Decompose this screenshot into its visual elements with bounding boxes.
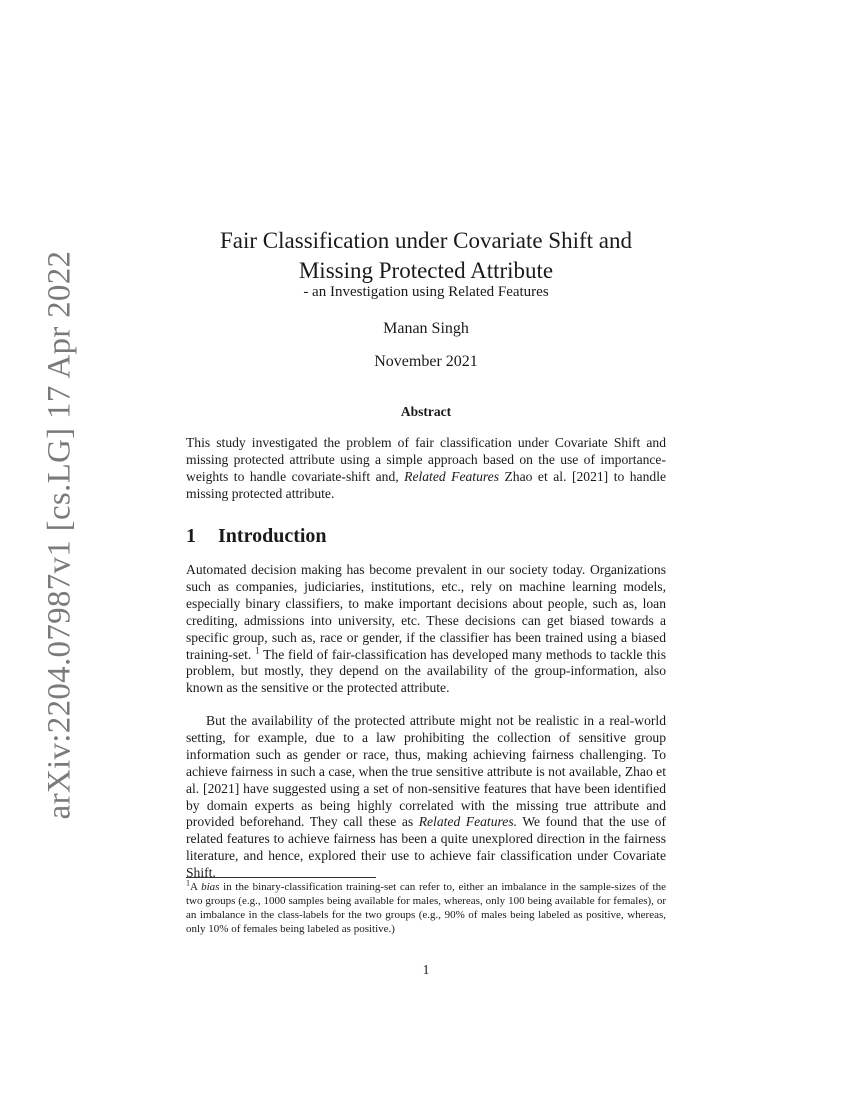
footnote-mark: 1 (186, 878, 190, 888)
page-number: 1 (422, 962, 430, 977)
footnote-italic-term: bias (201, 881, 220, 893)
intro-paragraph-2 (186, 713, 666, 882)
author-name: Manan Singh (383, 320, 469, 337)
arxiv-identifier-stamp: arXiv:2204.07987v1 [cs.LG] 17 Apr 2022 (41, 250, 78, 820)
paper-title (126, 226, 726, 286)
abstract-heading: Abstract (400, 404, 452, 419)
section-heading (186, 525, 327, 548)
paragraph-2-italic-term: Related Features. (418, 814, 518, 830)
paper-subtitle: - an Investigation using Related Features (303, 284, 549, 300)
abstract-italic-term: Related Features (404, 469, 499, 484)
section-number: 1 (186, 525, 196, 547)
section-title: Introduction (218, 525, 327, 547)
title-line-2: Missing Protected Attribute (298, 258, 554, 283)
abstract-body (186, 434, 666, 502)
footnote-text-start: A (190, 881, 202, 893)
title-line-1: Fair Classification under Covariate Shift and (220, 228, 632, 253)
paragraph-1-text-end: The field of fair-classification has developed many methods to tackle this problem, but mostly, they depend on the availability of the group-information, also known as the sensitive or the protected attribute. (186, 646, 666, 696)
abstract-text-start: This study investigated the problem of fair classification under Covariate Shift and missing protected attribute using a simple approach based on the use of importance-weights to handle covariate-shift and, (186, 435, 666, 484)
paragraph-1-text-start: Automated decision making has become prevalent in our society today. Organizations such as companies, judiciaries, institutions, etc., rely on machine learning models, especially binary classifiers, to make important decisions about people, such as, loan crediting, admissions into university, etc. These decisions can get biased towards a specific group, such as, race or gender, if the classifier has been trained using a biased training-set. (186, 562, 666, 662)
footnote (186, 880, 666, 936)
footnote-divider (186, 877, 376, 878)
paragraph-2-text-end: We found that the use of related features to achieve fairness has been a quite unexplored direction in the fairness literature, and hence, explored their use to achieve fair classification under Covariate Shift. (186, 814, 666, 881)
paper-date: November 2021 (374, 353, 478, 370)
abstract-text-end: Zhao et al. [2021] to handle missing protected attribute. (186, 469, 666, 501)
paragraph-2-text-start: But the availability of the protected attribute might not be realistic in a real-world setting, for example, due to a law prohibiting the collection of sensitive group information such as gender or race, thus, making achieving fairness challenging. To achieve fairness in such a case, when the true sensitive attribute is not available, Zhao et al. [2021] have suggested using a set of non-sensitive features that have been identified by domain experts as being highly correlated with the missing true attribute and provided beforehand. They call these as (186, 713, 666, 830)
footnote-text-rest: in the binary-classification training-set can refer to, either an imbalance in the sample-sizes of the two groups (e.g., 1000 samples being available for males, whereas, only 100 being available for females), or an imbalance in the class-labels for the two groups (e.g., 90% of males being labeled as positive, whereas, only 10% of females being labeled as positive.) (186, 881, 666, 935)
footnote-reference[interactable]: 1 (255, 645, 260, 655)
intro-paragraph-1 (186, 562, 666, 697)
